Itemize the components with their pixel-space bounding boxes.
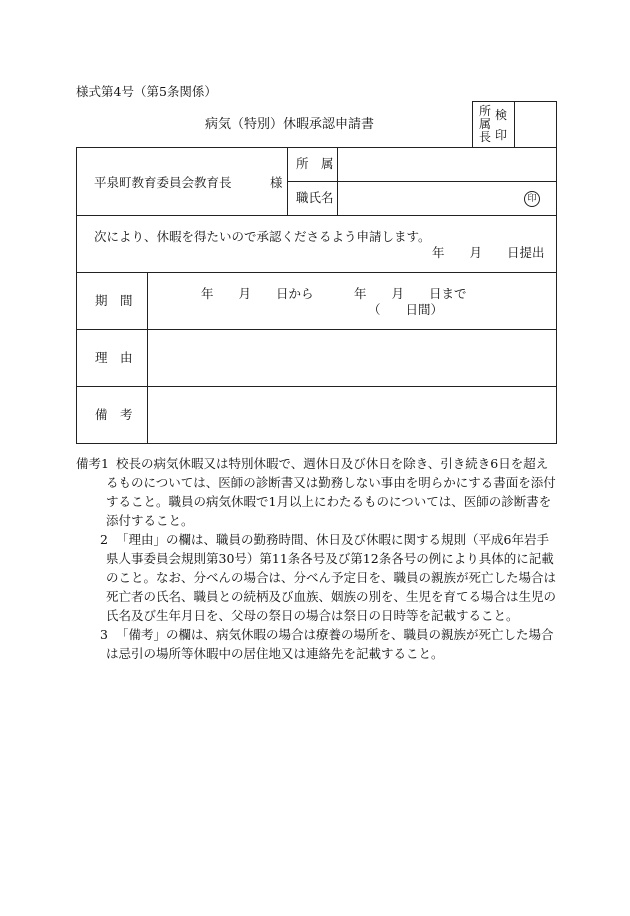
request-statement: 次により、休暇を得たいので承認くださるよう申請します。 [94, 229, 431, 244]
remarks-field[interactable] [148, 387, 556, 443]
approval-label-col1: 所 属 長 [478, 104, 491, 144]
period-to: 年 月 日まで [354, 286, 467, 301]
addressee-honorific: 様 [270, 175, 283, 190]
period-from: 年 月 日から [201, 286, 314, 301]
addressee-name: 平泉町教育委員会教育長 [94, 175, 232, 190]
period-days: （ 日間） [368, 302, 444, 317]
note-2 [76, 530, 556, 625]
note-3-number: 3 [100, 627, 108, 642]
name-label: 職氏名 [296, 190, 334, 205]
note-2-text: 「理由」の欄は、職員の勤務時間、休日及び休暇に関する規則（平成6年岩手県人事委員会規則第30号）第11条各号及び第12条各号の例により具体的に記載のこと。なお、分べんの場合は、分べん予定日を、職員の親族が死亡した場合は死亡者の氏名、職員との続柄及び血族、姻族の別を、生児を育てる場合は生児の氏名及び生年月日を、父母の祭日の場合は祭日の日時等を記載すること。 [106, 532, 557, 623]
form-reference: 様式第4号（第5条関係） [76, 84, 217, 99]
approval-label-col2: 検 印 [494, 108, 507, 142]
note-1-text: 校長の病気休暇又は特別休暇で、週休日及び休日を除き、引き続き6日を超えるものについては、医師の診断書又は勤務しない事由を明らかにする書面を添付すること。職員の病気休暇で1月以上にわたるものについては、医師の診断書を添付すること。 [106, 456, 556, 528]
affiliation-label: 所 属 [296, 156, 334, 171]
reason-field[interactable] [148, 330, 556, 386]
note-1-body-wrap [76, 454, 556, 530]
seal-mark: 印 [524, 191, 540, 207]
note-3-text: 「備考」の欄は、病気休暇の場合は療養の場所を、職員の親族が死亡した場合は忌引の場所等休暇中の居住地又は連絡先を記載すること。 [106, 627, 554, 661]
note-3 [76, 625, 556, 663]
reason-label: 理 由 [95, 350, 133, 365]
remarks-label: 備 考 [95, 407, 133, 422]
notes-heading: 備考1 [76, 456, 109, 471]
form-title: 病気（特別）休暇承認申請書 [205, 117, 375, 132]
note-2-number: 2 [100, 532, 108, 547]
submission-date: 年 月 日提出 [432, 245, 545, 260]
affiliation-field[interactable] [338, 148, 556, 181]
period-label: 期 間 [95, 293, 133, 308]
